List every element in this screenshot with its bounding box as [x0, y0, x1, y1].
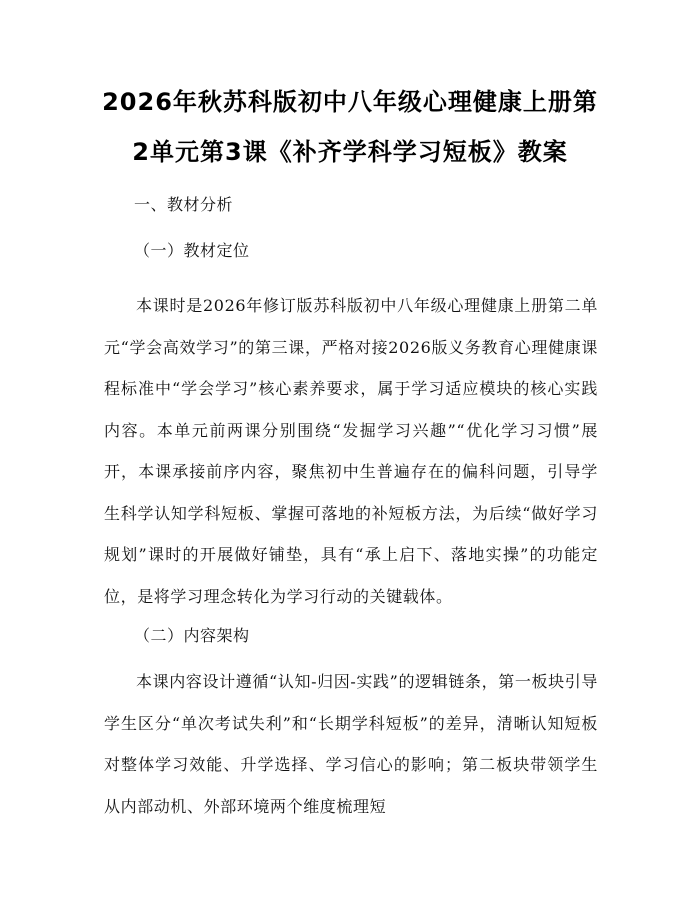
- paragraph-positioning: 本课时是2026年修订版苏科版初中八年级心理健康上册第二单元“学会高效学习”的第三课，严格对接2026版义务教育心理健康课程标准中“学会学习”核心素养要求，属于学习适应模块的核心实践内容。本单元前两课分别围绕“发掘学习兴趣”“优化学习习惯”展开，本课承接前序内容，聚焦初中生普遍存在的偏科问题，引导学生科学认知学科短板、掌握可落地的补短板方法，为后续“做好学习规划”课时的开展做好铺垫，具有“承上启下、落地实操”的功能定位，是将学习理念转化为学习行动的关键载体。: [104, 296, 598, 606]
- section-heading-textbook-analysis: 一、教材分析: [134, 195, 234, 214]
- subsection-heading-content-structure: （二）内容架构: [134, 626, 250, 645]
- document-title-line-2: 2单元第3课《补齐学科学习短板》教案: [132, 138, 568, 166]
- paragraph-content-structure: 本课内容设计遵循“认知-归因-实践”的逻辑链条，第一板块引导学生区分“单次考试失利”和“长期学科短板”的差异，清晰认知短板对整体学习效能、升学选择、学习信心的影响；第二板块带领学生从内部动机、外部环境两个维度梳理短: [104, 672, 598, 816]
- document-title-line-1: 2026年秋苏科版初中八年级心理健康上册第: [102, 88, 598, 116]
- subsection-heading-positioning: （一）教材定位: [134, 241, 250, 260]
